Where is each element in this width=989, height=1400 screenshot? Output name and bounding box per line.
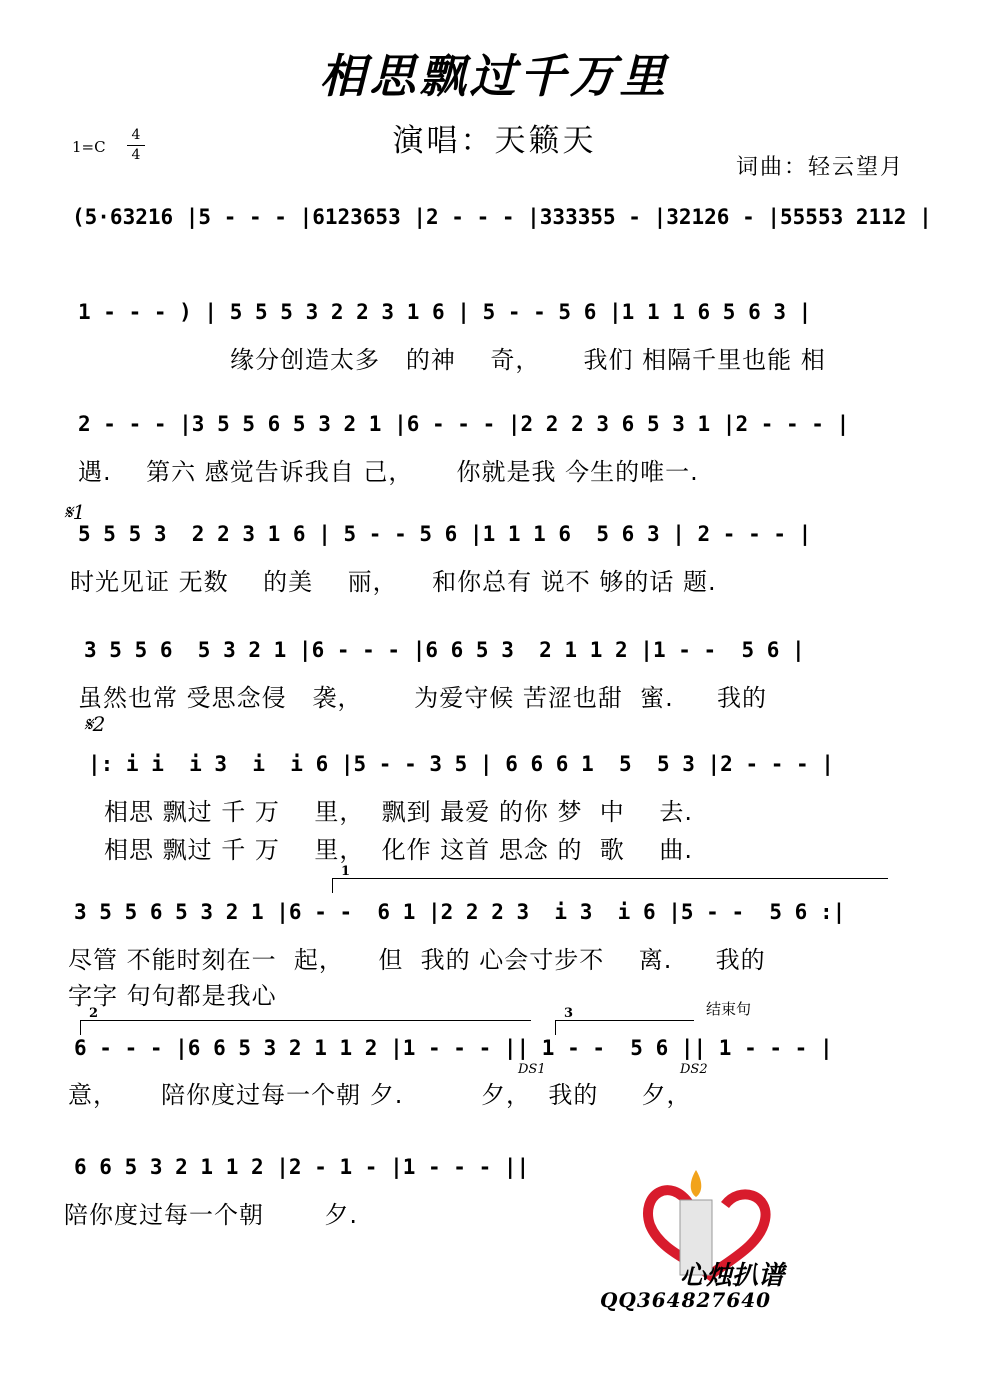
lyric-row-6-verse-1: 相思 飘过 千 万 里， 飘到 最爱 的你 梦 中 去. [104,798,693,826]
volta-bracket-1: 1 [332,878,888,893]
logo-text: 心烛扒谱 [680,1261,785,1291]
lyric-row-5: 虽然也常 受思念侵 袭， 为爱守候 苦涩也甜 蜜. 我的 [78,684,767,712]
score-row-2: 1 - - - ) | 5 5 5 3 2 2 3 1 6 | 5 - - 5 6 |1 1 1 6 5 6 3 | [78,300,812,324]
score-row-1: (5·63216 |5 - - - |6123653 |2 - - - |333355 - |32126 - |55553 2112 | [72,205,932,229]
key-signature: 1=C [72,138,106,156]
lyric-row-7-verse-1: 尽管 不能时刻在一 起， 但 我的 心会寸步不 离. 我的 [68,946,766,974]
score-row-9: 6 6 5 3 2 1 1 2 |2 - 1 - |1 - - - || [74,1155,530,1179]
lyric-row-6-verse-2: 相思 飘过 千 万 里， 化作 这首 思念 的 歌 曲. [104,836,693,864]
lyric-row-2: 缘分创造太多 的神 奇， 我们 相隔千里也能 相 [230,346,826,374]
lyric-row-8: 意， 陪你度过每一个朝 夕. 夕， 我的 夕， [68,1081,692,1109]
song-title: 相思飘过千万里 [319,49,670,103]
lyric-row-3: 遇. 第六 感觉告诉我自 己， 你就是我 今生的唯一. [78,458,699,486]
credit-line: 词曲：轻云望月 [735,155,904,180]
score-row-4: 5 5 5 3 2 2 3 1 6 | 5 - - 5 6 |1 1 1 6 5 6 3 | 2 - - - | [78,522,812,546]
score-row-5: 3 5 5 6 5 3 2 1 |6 - - - |6 6 5 3 2 1 1 2 |1 - - 5 6 | [84,638,805,662]
time-bottom: 4 [127,145,145,165]
time-top: 4 [131,127,141,143]
singer-line: 演唱：天籁天 [392,123,597,159]
lyric-row-4: 时光见证 无数 的美 丽， 和你总有 说不 够的话 题. [70,568,717,596]
segno-1: 𝄋1 [64,500,86,524]
segno-2: 𝄋2 [84,712,106,736]
time-signature [127,126,145,165]
lyric-row-9: 陪你度过每一个朝 夕. [64,1201,359,1229]
score-row-8: 6 - - - |6 6 5 3 2 1 1 2 |1 - - - || 1 - - 5 6 || 1 - - - | [74,1036,833,1060]
ending-label: 结束句 [706,1000,752,1018]
score-row-3: 2 - - - |3 5 5 6 5 3 2 1 |6 - - - |2 2 2 3 6 5 3 1 |2 - - - | [78,412,850,436]
ds1-mark: DS1 [518,1062,546,1077]
lyric-row-7-verse-2: 字字 句句都是我心 [68,982,277,1010]
score-row-6: |: i i i 3 i i 6 |5 - - 3 5 | 6 6 6 1 5 5 3 |2 - - - | [88,752,834,776]
qq-number: QQ364827640 [600,1288,772,1312]
ds2-mark: DS2 [680,1062,708,1077]
volta-bracket-3: 3 [555,1020,694,1035]
volta-bracket-2: 2 [80,1020,531,1035]
score-row-7: 3 5 5 6 5 3 2 1 |6 - - 6 1 |2 2 2 3 i 3 i 6 |5 - - 5 6 :| [74,900,846,924]
